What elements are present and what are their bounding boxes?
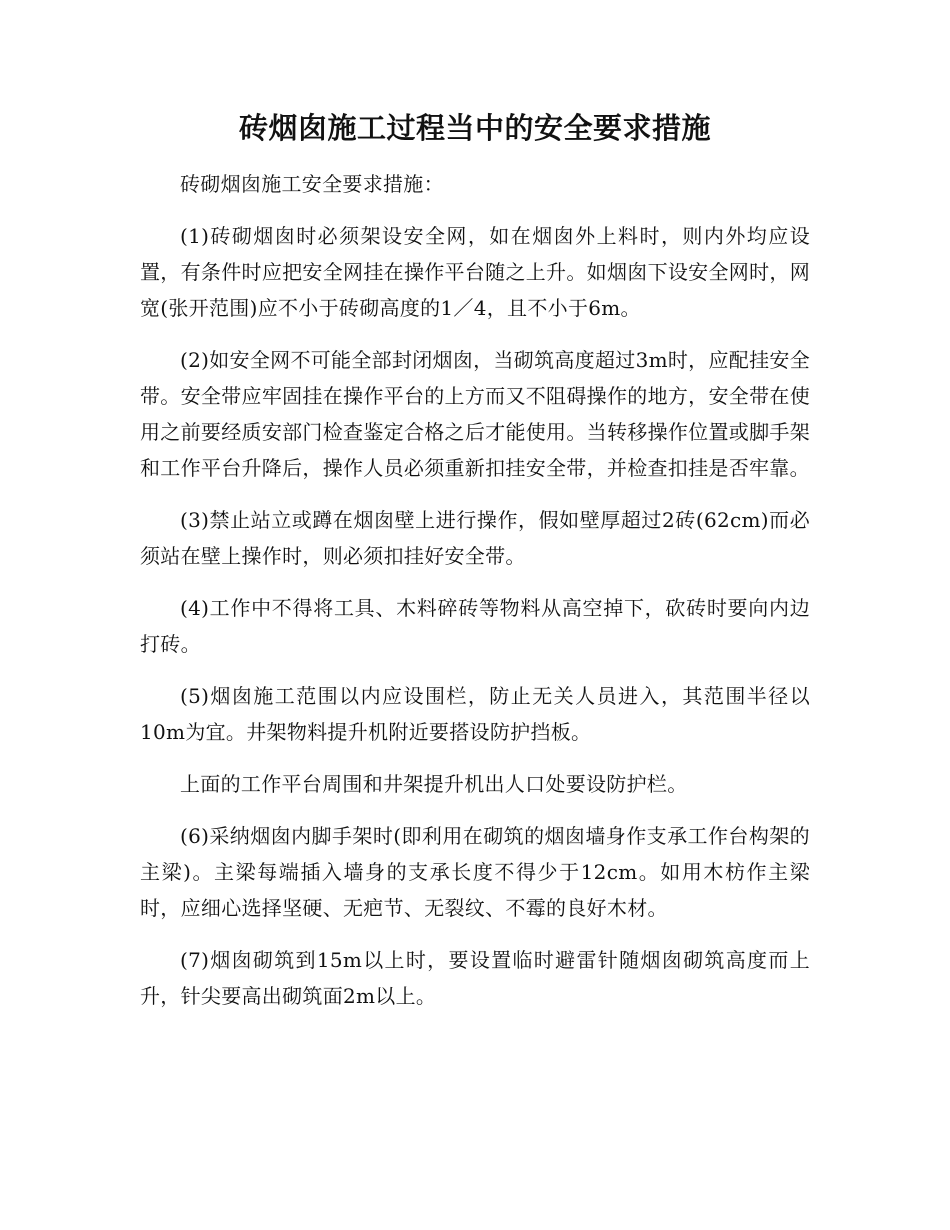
paragraph-item-7: (7)烟囱砌筑到15m以上时，要设置临时避雷针随烟囱砌筑高度而上升，针尖要高出砌筑面2m以上。 (140, 948, 810, 1008)
paragraph-item-5: (5)烟囱施工范围以内应设围栏，防止无关人员进入，其范围半径以10m为宜。井架物料提升机附近要搭设防护挡板。 (140, 684, 810, 744)
paragraph-item-5-continued: 上面的工作平台周围和井架提升机出人口处要设防护栏。 (180, 772, 688, 796)
document-title: 砖烟囱施工过程当中的安全要求措施 (238, 111, 711, 145)
paragraph-item-4: (4)工作中不得将工具、木料碎砖等物料从高空掉下，砍砖时要向内边打砖。 (140, 596, 810, 656)
paragraph-item-2: (2)如安全网不可能全部封闭烟囱，当砌筑高度超过3m时，应配挂安全带。安全带应牢固挂在操作平台的上方而又不阻碍操作的地方，安全带在使用之前要经质安部门检查鉴定合格之后才能使用。当转移操作位置或脚手架和工作平台升降后，操作人员必须重新扣挂安全带，并检查扣挂是否牢靠。 (140, 348, 810, 480)
paragraph-item-1: (1)砖砌烟囱时必须架设安全网，如在烟囱外上料时，则内外均应设置，有条件时应把安全网挂在操作平台随之上升。如烟囱下设安全网时，网宽(张开范围)应不小于砖砌高度的1／4，且不小于6m。 (140, 224, 810, 320)
paragraph-item-3: (3)禁止站立或蹲在烟囱壁上进行操作，假如壁厚超过2砖(62cm)而必须站在壁上操作时，则必须扣挂好安全带。 (140, 508, 810, 568)
paragraph-item-6: (6)采纳烟囱内脚手架时(即利用在砌筑的烟囱墙身作支承工作台构架的主梁)。主梁每端插入墙身的支承长度不得少于12cm。如用木枋作主梁时，应细心选择坚硬、无疤节、无裂纹、不霉的良好木材。 (140, 824, 810, 920)
document-page (140, 108, 810, 1030)
paragraph-intro: 砖砌烟囱施工安全要求措施： (180, 172, 444, 196)
